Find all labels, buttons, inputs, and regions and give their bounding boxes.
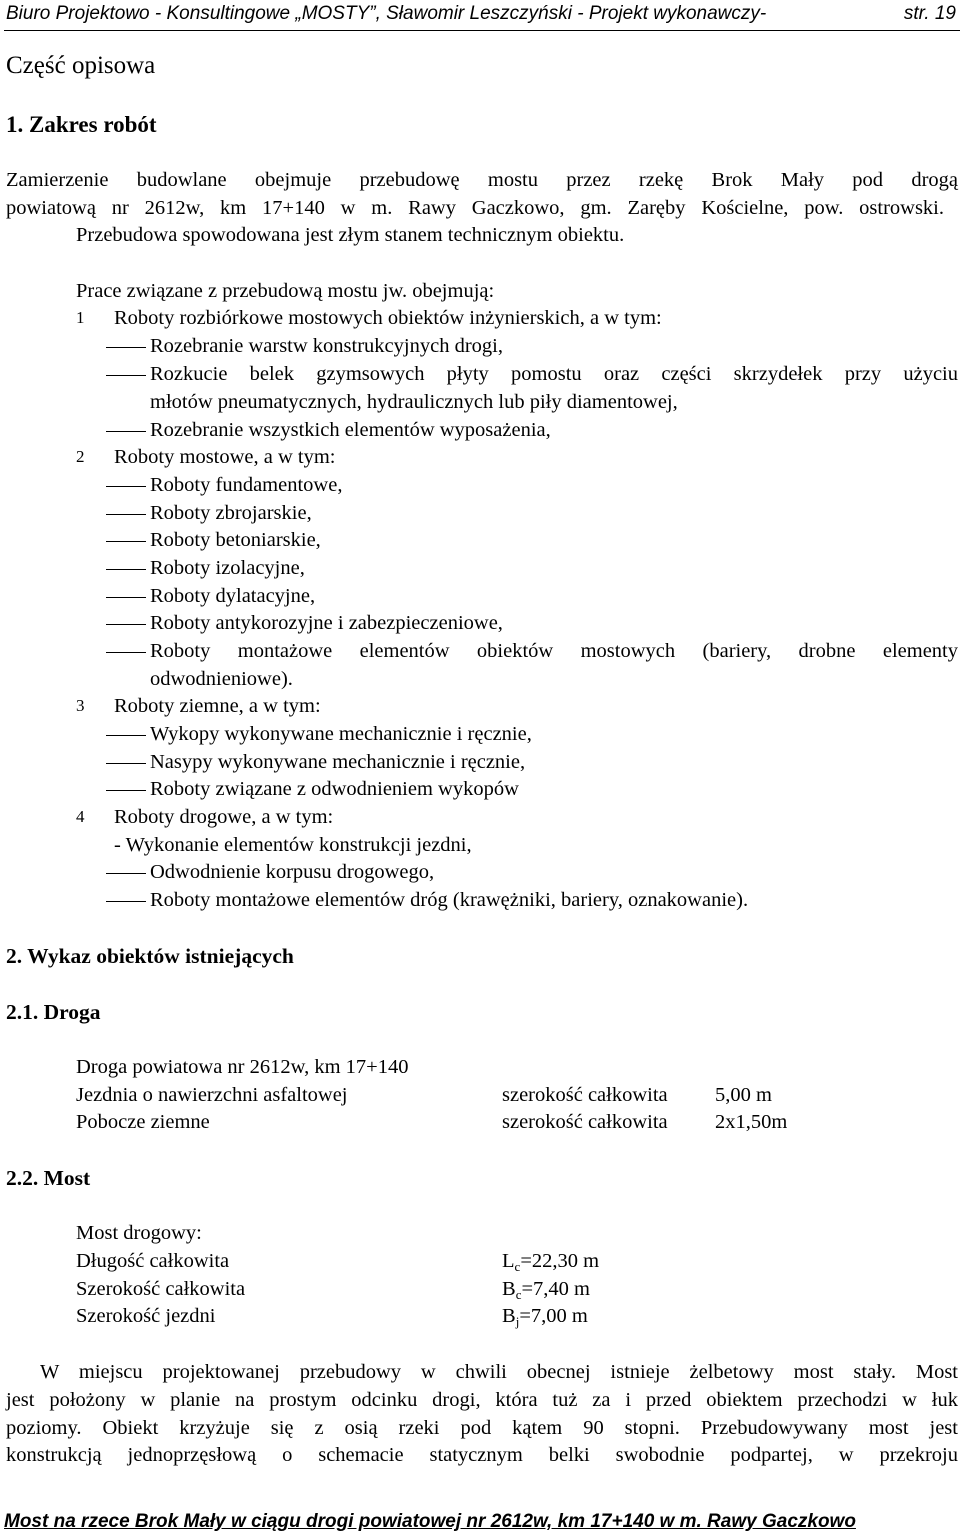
dash-bullet [106,624,146,625]
list-item: Rozebranie wszystkich elementów wyposażenia, [150,419,551,441]
page-footer: Most na rzece Brok Mały w ciągu drogi powiatowej nr 2612w, km 17+140 w m. Rawy Gaczkowo [4,1511,856,1532]
list-item: Odwodnienie korpusu drogowego, [150,861,435,883]
dash-bullet [106,514,146,515]
value-number: =22,30 m [520,1250,600,1272]
list-item: Roboty montażowe elementów obiektów mostowych (bariery, drobne elementy [150,640,958,662]
list-item: Roboty izolacyjne, [150,557,305,579]
heading-most: 2.2. Most [6,1166,91,1190]
road-row-param: szerokość całkowita [502,1111,668,1133]
value-symbol: B [502,1305,516,1327]
list-group-label: Roboty ziemne, a w tym: [114,695,321,717]
heading-zakres-robot: 1. Zakres robót [6,112,157,137]
bridge-description: Most drogowy: [76,1222,202,1244]
section-title: Część opisowa [6,52,156,79]
dash-bullet [106,486,146,487]
dash-bullet [106,790,146,791]
heading-wykaz-obiektow: 2. Wykaz obiektów istniejących [6,944,294,968]
scope-intro: Prace związane z przebudową mostu jw. obejmują: [76,280,495,302]
list-item: Roboty betoniarskie, [150,529,321,551]
value-subscript: j [515,1314,520,1329]
list-item: odwodnieniowe). [150,668,293,690]
dash-bullet [106,347,146,348]
road-row-value: 5,00 m [715,1084,772,1106]
dash-bullet [106,431,146,432]
road-row-param: szerokość całkowita [502,1084,668,1106]
dash-bullet [106,541,146,542]
dash-bullet [106,735,146,736]
list-item: Rozebranie warstw konstrukcyjnych drogi, [150,335,503,357]
list-item: Wykopy wykonywane mechanicznie i ręcznie, [150,723,532,745]
bridge-row-value [502,1276,590,1302]
bridge-row-value [502,1248,599,1274]
list-number: 4 [76,807,85,826]
page-number: str. 19 [903,3,956,24]
bridge-row-label: Szerokość jezdni [76,1305,216,1327]
list-item: Rozkucie belek gzymsowych płyty pomostu oraz części skrzydełek przy użyciu [150,363,958,385]
road-description: Droga powiatowa nr 2612w, km 17+140 [76,1056,409,1078]
list-item: Roboty montażowe elementów dróg (krawężniki, bariery, oznakowanie). [150,889,749,911]
header-title: Biuro Projektowo - Konsultingowe „MOSTY”, Sławomir Leszczyński - Projekt wykonawczy- [6,3,767,24]
dash-bullet [106,652,146,653]
paragraph-line: Przebudowa spowodowana jest złym stanem technicznym obiektu. [76,224,625,246]
bridge-row-label: Szerokość całkowita [76,1278,246,1300]
road-row-value: 2x1,50m [715,1111,788,1133]
value-number: =7,40 m [521,1278,590,1300]
paragraph-line: Zamierzenie budowlane obejmuje przebudowę mostu przez rzekę Brok Mały pod drogą [6,169,958,191]
header-divider [4,30,960,31]
list-item: Nasypy wykonywane mechanicznie i ręcznie, [150,751,526,773]
bridge-row-label: Długość całkowita [76,1250,230,1272]
paragraph-line: konstrukcją jednoprzęsłową o schemacie statycznym belki swobodnie podpartej, w przekroju [6,1444,958,1466]
dash-bullet [106,901,146,902]
list-item: Roboty fundamentowe, [150,474,343,496]
list-item: Roboty zbrojarskie, [150,502,312,524]
list-group-label: Roboty mostowe, a w tym: [114,446,336,468]
value-number: =7,00 m [519,1305,588,1327]
dash-bullet [106,375,146,376]
list-number: 3 [76,696,85,715]
list-item: - Wykonanie elementów konstrukcji jezdni, [114,834,472,856]
dash-bullet [106,873,146,874]
list-number: 2 [76,447,85,466]
paragraph-line: poziomy. Obiekt krzyżuje się z osią rzeki pod kątem 90 stopni. Przebudowywany most jest [6,1417,958,1439]
bridge-row-value [502,1303,588,1329]
value-symbol: B [502,1278,516,1300]
value-symbol: L [502,1250,515,1272]
road-row-label: Jezdnia o nawierzchni asfaltowej [76,1084,348,1106]
list-item: młotów pneumatycznych, hydraulicznych lub piły diamentowej, [150,391,678,413]
page-header [6,2,960,26]
list-item: Roboty związane z odwodnieniem wykopów [150,778,519,800]
dash-bullet [106,569,146,570]
list-item: Roboty antykorozyjne i zabezpieczeniowe, [150,612,503,634]
list-number: 1 [76,308,85,327]
value-subscript: c [514,1259,521,1274]
dash-bullet [106,597,146,598]
paragraph-line: jest położony w planie na prostym odcinku drogi, która tuż za i przed obiektem przechodzi w łuk [6,1389,958,1411]
road-row-label: Pobocze ziemne [76,1111,210,1133]
list-item: Roboty dylatacyjne, [150,585,316,607]
dash-bullet [106,763,146,764]
paragraph-line: W miejscu projektowanej przebudowy w chwili obecnej istnieje żelbetowy most stały. Most [40,1361,958,1383]
list-group-label: Roboty rozbiórkowe mostowych obiektów inżynierskich, a w tym: [114,307,662,329]
value-subscript: c [515,1287,522,1302]
heading-droga: 2.1. Droga [6,1000,101,1024]
paragraph-line: powiatową nr 2612w, km 17+140 w m. Rawy Gaczkowo, gm. Zaręby Kościelne, pow. ostrowski. [6,197,944,219]
list-group-label: Roboty drogowe, a w tym: [114,806,334,828]
